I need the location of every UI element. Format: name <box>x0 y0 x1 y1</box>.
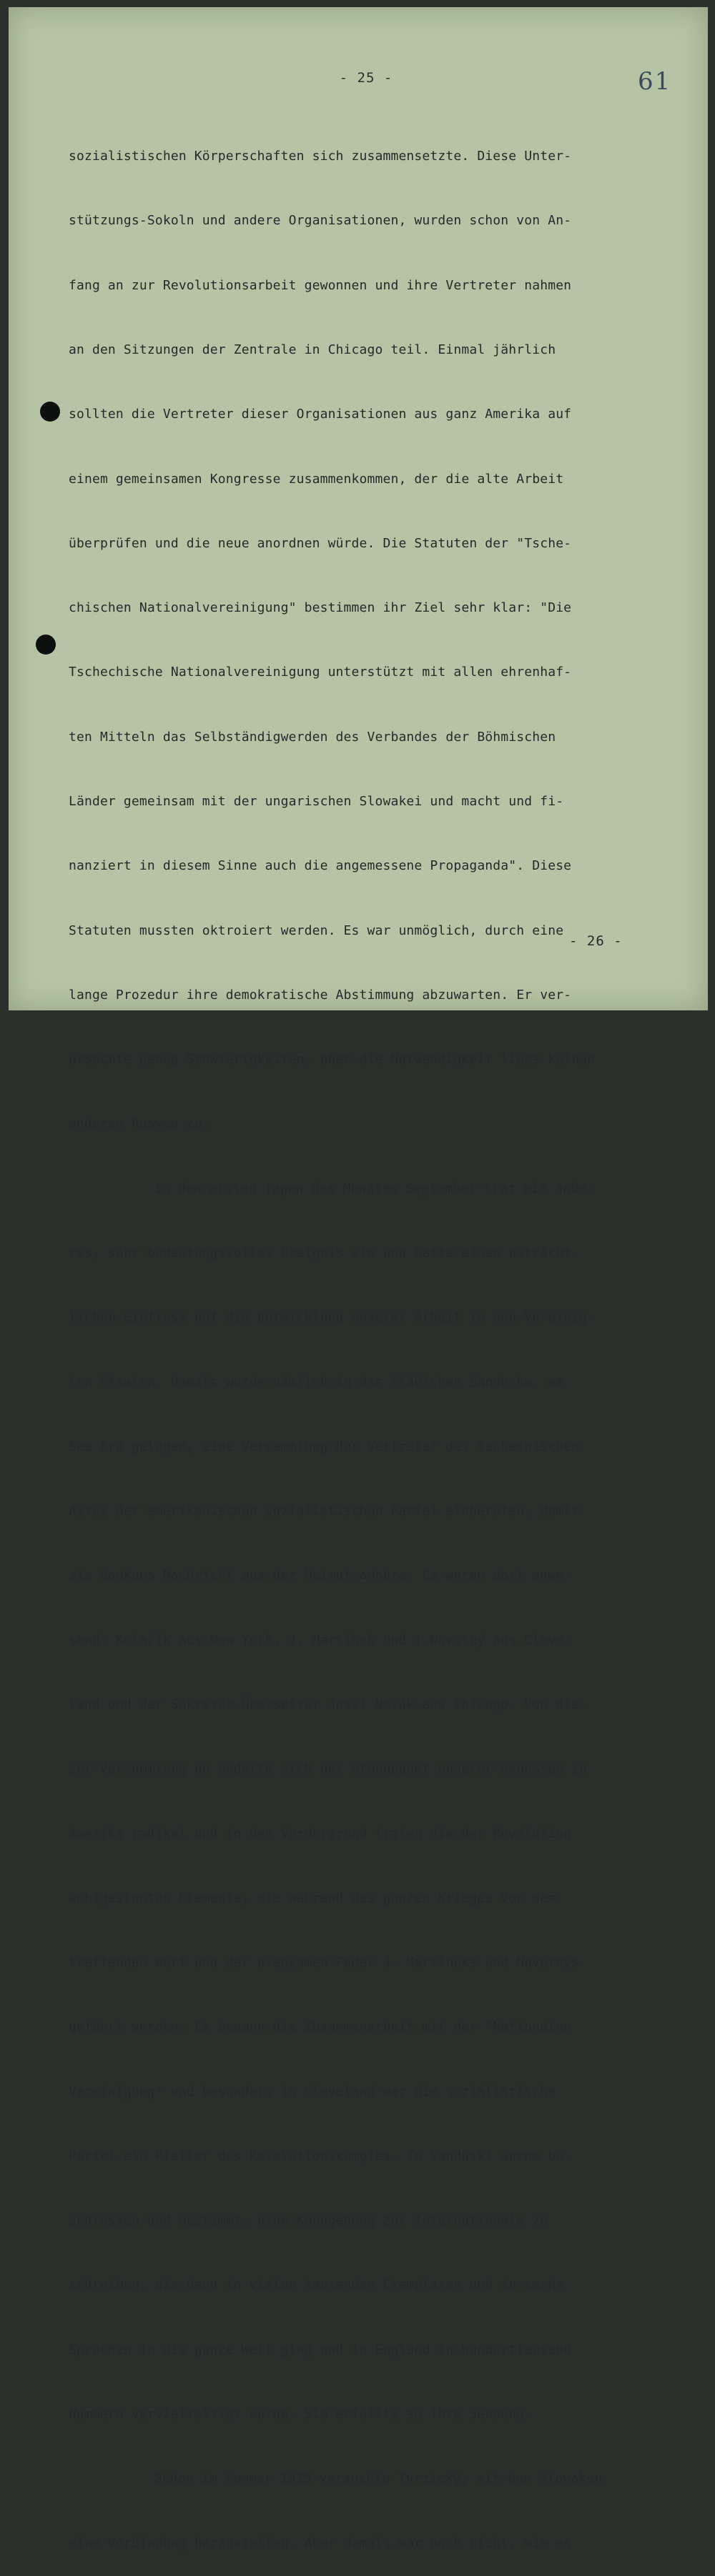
text-line: lange Prozedur ihre demokratische Abstimmung abzuwarten. Er ver- <box>69 987 572 1003</box>
paragraph-start-line: In den ersten Tagen des Monates September trat ein ande- <box>154 1180 595 1196</box>
text-line: einem gemeinsamen Kongresse zusammenkommen, der die alte Arbeit <box>69 471 564 487</box>
text-line: eine Verbindung herzustellen. Aber damals war noch nicht, wie es <box>69 2535 572 2551</box>
punch-hole-upper <box>40 402 60 422</box>
text-line: Vereinigung" und besonders in Cleveland war die sozialistische <box>69 2084 556 2099</box>
text-line: ser Versammlung an änderte sich der Standpunkt unserer Genossen in <box>69 1761 588 1777</box>
text-line: ten Staaten. Damals wurde nämlich in das Städtchen Sanduska, am <box>69 1374 564 1390</box>
text-line: nanziert in diesem Sinne auch die angemessene Propaganda". Diese <box>69 858 572 874</box>
text-line: sollten die Vertreter dieser Organisationen aus ganz Amerika auf <box>69 407 572 422</box>
text-line: Nummern vervielfältigt wurde. Sie erfüllte so ihre Sendung. <box>69 2407 533 2422</box>
text-line: schlossen und bestimmt, eine Kundgebung zur Internationale zu <box>69 2213 548 2229</box>
text-line: überprüfen und die neue anordnen würde. Die Statuten der "Tsche- <box>69 535 572 551</box>
text-line: ten Mitteln das Selbständigwerden des Verbandes der Böhmischen <box>69 729 556 745</box>
page-number: - 25 - <box>339 70 393 86</box>
text-line: Astes der amerikanischen sozialistischen Partei einberufen, damit <box>69 1503 580 1519</box>
text-line: schreiben, die dann in vielen tausenden Exemplaren und in sechs <box>69 2277 564 2293</box>
text-line: send: Kolařík aus New York, J. Martínek und T.Novotný aus Cleve- <box>69 1632 572 1648</box>
text-line: res, sehr bedeutungsvolles Ereignis ein und hatte einen beträcht- <box>69 1245 580 1260</box>
text-line: Statuten mussten oktroiert werden. Es war unmöglich, durch eine <box>69 923 564 938</box>
text-line: ursachte genug Schwierigkeiten, aber die Notwendigkeit liess keinen <box>69 1052 596 1068</box>
text-line: land und der Sekretär-Übersetzer Josef Novák aus Chicago. Von die- <box>69 1696 588 1712</box>
body-text <box>69 103 662 2576</box>
text-line: wohlgesinnten Elemente, die während des ganzen Krieges von dem <box>69 1890 556 1906</box>
text-line: Amerika radikal und in den Vordergrund traten die der Revolution <box>69 1826 572 1841</box>
text-line: lichen Einfluss auf die Entwicklung unserer Arbeit in den Vereinig- <box>69 1310 596 1326</box>
punch-hole-lower <box>36 635 56 655</box>
text-line: fang an zur Revolutionsarbeit gewonnen und ihre Vertreter nahmen <box>69 277 572 293</box>
text-line: Tschechische Nationalvereinigung unterstützt mit allen ehrenhaf- <box>69 665 572 680</box>
text-line: an den Sitzungen der Zentrale in Chicago teil. Einmal jährlich <box>69 342 556 358</box>
text-line: treffenden Wort und der biegsamen Feder J. Martíneks und Novotnýs <box>69 1955 580 1971</box>
text-line: Sprachen in die ganze Welt ging und in England in hunderttausend <box>69 2342 572 2357</box>
text-line: sie Soukups Nachricht aus der Heimat anhöre. Es waren dort anwe- <box>69 1568 572 1583</box>
catchword-next-page: - 26 - <box>569 933 623 949</box>
text-line: Länder gemeinsam mit der ungarischen Slowakei und macht und fi- <box>69 794 564 809</box>
text-line: chischen Nationalvereinigung" bestimmen ihr Ziel sehr klar: "Die <box>69 600 572 616</box>
text-line: See Era gelegen, eine Versammlung der Vertreter des tschechischen <box>69 1438 580 1454</box>
text-line: Partei ein Pfeiler des Revolutionskampfes. In Sanduski wurde be- <box>69 2148 572 2164</box>
text-line: anderen Ausweg zu. <box>69 1116 210 1132</box>
text-line: geführt werden. Es begann die Zusammenarbeit mit der "Nationalen <box>69 2019 572 2035</box>
paragraph-start-line: Schon im Sommer 1915 versuchte Tvrzický, mit den Slowaken <box>154 2471 603 2487</box>
text-line: sozialistischen Körperschaften sich zusammensetzte. Diese Unter- <box>69 149 572 164</box>
text-line: stützungs-Sokoln und andere Organisationen, wurden schon von An- <box>69 213 572 229</box>
folio-number: 61 <box>638 67 672 96</box>
